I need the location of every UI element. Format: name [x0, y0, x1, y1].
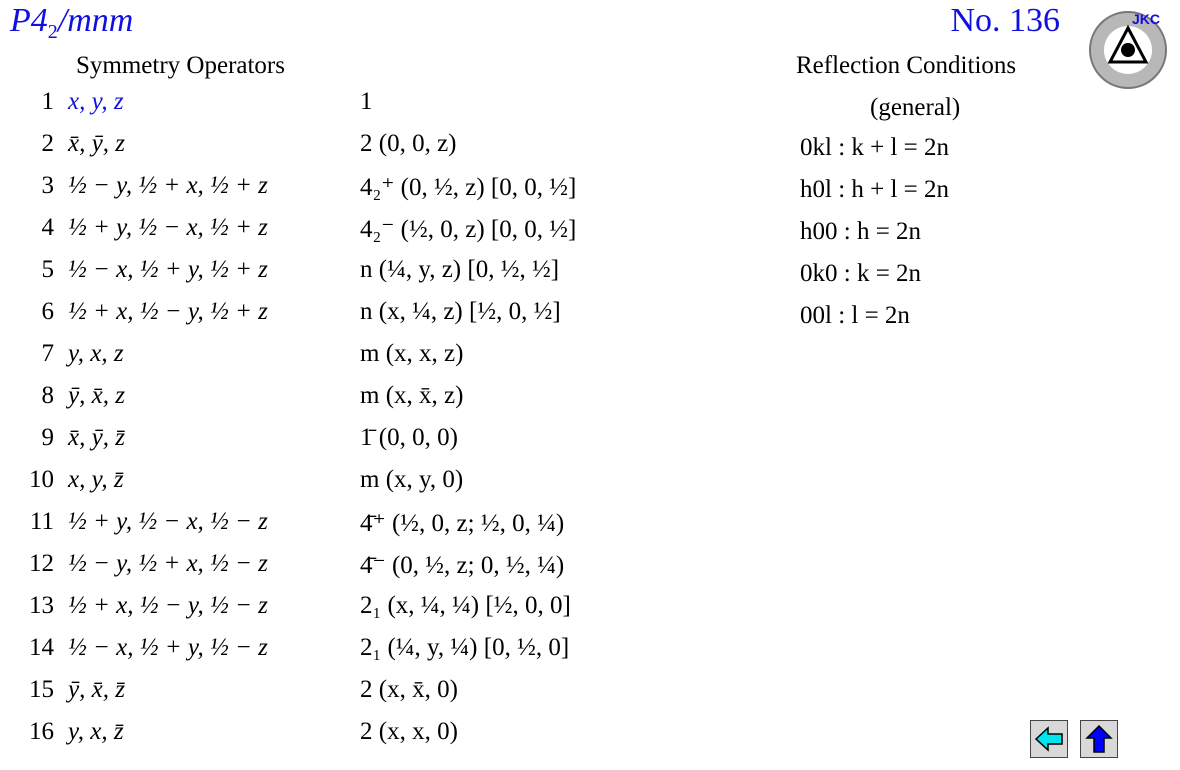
operator-number: 7 — [41, 340, 54, 367]
operator-symmetry-element: 4̄⁺ (½, 0, z; ½, 0, ¼) — [360, 510, 565, 537]
arrow-up-icon — [1083, 723, 1115, 755]
operator-number: 12 — [29, 550, 54, 577]
operator-coordinates: ½ + x, ½ − y, ½ − z — [68, 592, 268, 619]
operator-coordinates: ½ − x, ½ + y, ½ + z — [68, 256, 268, 283]
operator-coordinates: ȳ, x̄, z̄ — [68, 676, 125, 703]
operator-symmetry-element: n (x, ¼, z) [½, 0, ½] — [360, 298, 561, 325]
operator-number: 16 — [29, 718, 54, 745]
operator-coordinates: ½ − y, ½ + x, ½ − z — [68, 550, 268, 577]
jkc-logo — [1088, 10, 1168, 90]
operator-symmetry-element: m (x, y, 0) — [360, 466, 464, 493]
operator-coordinates: x, y, z̄ — [68, 466, 124, 493]
operator-symmetry-element: 2₁ (x, ¼, ¼) [½, 0, 0] — [360, 592, 571, 619]
operator-row — [0, 718, 760, 760]
reflection-condition: h00 : h = 2n — [800, 218, 922, 245]
operator-row — [0, 382, 760, 424]
operator-coordinates: y, x, z — [68, 340, 124, 367]
operator-coordinates: ȳ, x̄, z — [68, 382, 125, 409]
reflection-condition: h0l : h + l = 2n — [800, 176, 950, 203]
operator-symmetry-element: n (¼, y, z) [0, ½, ½] — [360, 256, 560, 283]
operator-row — [0, 466, 760, 508]
operator-symmetry-element: 4₂⁺ (0, ½, z) [0, 0, ½] — [360, 174, 577, 201]
operator-coordinates: ½ − x, ½ + y, ½ − z — [68, 634, 268, 661]
operator-number: 6 — [41, 298, 54, 325]
operator-row — [0, 676, 760, 718]
operator-symmetry-element: 2 (0, 0, z) — [360, 130, 457, 157]
operator-coordinates: ½ + y, ½ − x, ½ + z — [68, 214, 268, 241]
reflection-conditions-heading: Reflection Conditions — [796, 52, 1017, 79]
operator-number: 3 — [41, 172, 54, 199]
operator-row — [0, 172, 760, 214]
operator-row — [0, 340, 760, 382]
operator-number: 10 — [29, 466, 54, 493]
operator-number: 11 — [29, 508, 54, 535]
operator-coordinates: x, y, z — [68, 88, 124, 115]
operator-coordinates: ½ + x, ½ − y, ½ + z — [68, 298, 268, 325]
operator-symmetry-element: 2₁ (¼, y, ¼) [0, ½, 0] — [360, 634, 570, 661]
space-group-number: No. 136 — [950, 2, 1060, 39]
operator-symmetry-element: 2 (x, x, 0) — [360, 718, 458, 745]
operator-row — [0, 634, 760, 676]
operator-number: 4 — [41, 214, 54, 241]
operator-number: 13 — [29, 592, 54, 619]
operator-symmetry-element: 4₂⁻ (½, 0, z) [0, 0, ½] — [360, 216, 577, 243]
operator-number: 15 — [29, 676, 54, 703]
symmetry-operators-heading: Symmetry Operators — [76, 52, 285, 79]
logo-text: JKC — [1132, 11, 1161, 27]
operator-row — [0, 550, 760, 592]
arrow-left-icon — [1033, 723, 1065, 755]
operator-symmetry-element: 1̄ (0, 0, 0) — [360, 424, 458, 451]
operator-symmetry-element: 2 (x, x̄, 0) — [360, 676, 458, 703]
reflection-condition: 0k0 : k = 2n — [800, 260, 922, 287]
operator-coordinates: ½ + y, ½ − x, ½ − z — [68, 508, 268, 535]
operator-number: 1 — [41, 88, 54, 115]
operator-symmetry-element: 4̄⁻ (0, ½, z; 0, ½, ¼) — [360, 552, 565, 579]
operator-coordinates: x̄, ȳ, z̄ — [68, 424, 125, 451]
reflection-condition: 00l : l = 2n — [800, 302, 910, 329]
operator-row — [0, 88, 760, 130]
operator-number: 2 — [41, 130, 54, 157]
operator-number: 8 — [41, 382, 54, 409]
space-group-title: $P4_2$/mnm — [10, 2, 134, 43]
operator-row — [0, 592, 760, 634]
operator-number: 14 — [29, 634, 54, 661]
operator-number: 5 — [41, 256, 54, 283]
back-button[interactable] — [1030, 720, 1068, 758]
operator-number: 9 — [41, 424, 54, 451]
operator-symmetry-element: m (x, x, z) — [360, 340, 464, 367]
operator-symmetry-element: 1 — [360, 88, 373, 115]
operator-row — [0, 508, 760, 550]
operator-row — [0, 130, 760, 172]
operator-row — [0, 424, 760, 466]
operator-coordinates: y, x, z̄ — [68, 718, 124, 745]
reflection-condition: 0kl : k + l = 2n — [800, 134, 950, 161]
general-label: (general) — [870, 94, 961, 121]
up-button[interactable] — [1080, 720, 1118, 758]
operator-row — [0, 298, 760, 340]
operator-symmetry-element: m (x, x̄, z) — [360, 382, 464, 409]
operator-coordinates: ½ − y, ½ + x, ½ + z — [68, 172, 268, 199]
operator-row — [0, 256, 760, 298]
operator-coordinates: x̄, ȳ, z — [68, 130, 125, 157]
operator-row — [0, 214, 760, 256]
